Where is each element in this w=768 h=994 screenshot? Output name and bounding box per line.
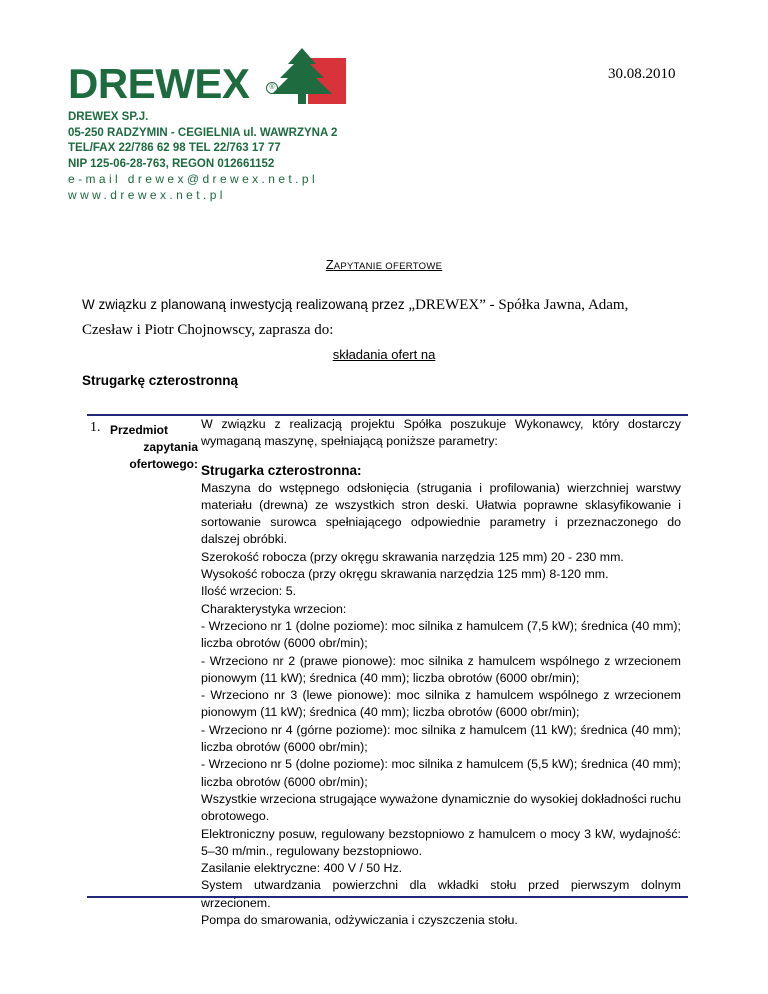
offer-subheading: składania ofert na [332,347,436,362]
company-name: DREWEX SP.J. [68,111,149,123]
section-label-line2: zapytania [143,440,198,454]
logo-wordmark: DREWEX [68,60,250,107]
section-label-line3: ofertowego: [129,457,198,471]
spindle-1: - Wrzeciono nr 1 (dolne poziome): moc silnika z hamulcem (7,5 kW); średnica (40 mm); liczba obrotów (6000 obr/min); [201,618,681,651]
company-website[interactable]: www.drewex.net.pl [68,187,226,202]
drewex-logo [68,48,348,106]
section-number: 1. [90,420,101,435]
spindle-5: - Wrzeciono nr 5 (dolne poziome): moc silnika z hamulcem (5,5 kW); średnica (40 mm); liczba obrotów (6000 obr/min); [201,757,681,789]
company-phone: TEL/FAX 22/786 62 98 TEL 22/763 17 77 [68,142,281,154]
intro-text-line2: Czesław i Piotr Chojnowscy, zaprasza do: [82,322,334,338]
spindle-2: - Wrzeciono nr 2 (prawe pionowe): moc silnika z hamulcem wspólnego z wrzecionem pionowym (11 kW); średnica (40 mm); liczba obrotów (6000 obr/min); [201,653,681,685]
spec-pump: Pompa do smarowania, odżywiczania i czyszczenia stołu. [201,913,518,928]
company-address-block [68,110,337,203]
spec-balancing: Wszystkie wrzeciona strugające wyważone dynamicznie do wysokiej dokładności ruchu obrotowego. [201,791,682,824]
intro-paragraph [82,292,702,343]
company-address: 05-250 RADZYMIN - CEGIELNIA ul. WAWRZYNA 2 [68,126,338,139]
spec-working-width: Szerokość robocza (przy okręgu skrawania narzędzia 125 mm) 20 - 230 mm. [201,549,624,564]
document-title [0,257,768,272]
spindle-3: - Wrzeciono nr 3 (lewe pionowe): moc silnika z hamulcem wspólnego z wrzecionem pionowym (11 kW); średnica (40 mm); liczba obrotów (6000 obr/min); [201,688,681,720]
company-tax-ids: NIP 125-06-28-763, REGON 012661152 [68,157,275,170]
spec-spindle-count: Ilość wrzecion: 5. [201,584,297,599]
section-content [201,416,681,929]
company-email[interactable]: e-mail drewex@drewex.net.pl [68,172,319,186]
title-initial: Z [325,257,334,272]
registered-mark: ® [266,82,278,94]
machine-description: Maszyna do wstępnego odsłonięcia (strugania i profilowania) wierzchniej warstwy materiału (drewna) ze wszystkich stron deski. Ułatwia poprawne sklasyfikowanie i sortowanie surowca spełniającego odpowiednie parametry i przeznaczonego do dalszej obróbki. [201,480,681,547]
spec-spindle-header: Charakterystyka wrzecion: [201,601,347,616]
spec-surface-hardening: System utwardzania powierzchni dla wkładki stołu przed pierwszym dolnym wrzecionem. [201,878,681,910]
title-rest: APYTANIE OFERTOWE [333,261,443,272]
section-intro: W związku z realizacją projektu Spółka poszukuje Wykonawcy, który dostarczy wymaganą maszynę, spełniającą poniższe parametry: [201,417,681,449]
machine-heading: Strugarka czterostronna: [201,462,362,478]
spec-power-supply: Zasilanie elektryczne: 400 V / 50 Hz. [201,861,403,876]
tree-logo-icon [272,48,348,106]
spindle-4: - Wrzeciono nr 4 (górne poziome): moc silnika z hamulcem (11 kW); średnica (40 mm); liczba obrotów (6000 obr/min); [201,722,681,755]
section-bottom-rule [87,896,688,898]
intro-text-part1: W związku z planowaną inwestycją realizowaną przez [82,297,409,312]
intro-text-part2: „DREWEX” - Spółka Jawna, Adam, [408,297,629,313]
section-label [110,422,198,473]
document-date: 30.08.2010 [608,66,676,82]
spec-working-height: Wysokość robocza (przy okręgu skrawania narzędzia 125 mm) 8-120 mm. [201,567,609,582]
spec-feed: Elektroniczny posuw, regulowany bezstopniowo z hamulcem o mocy 3 kW, wydajność: 5–30 m/min., regulowany bezstopniowo. [201,826,681,858]
section-label-line1: Przedmiot [110,423,169,437]
product-name: Strugarkę czterostronną [82,373,239,388]
